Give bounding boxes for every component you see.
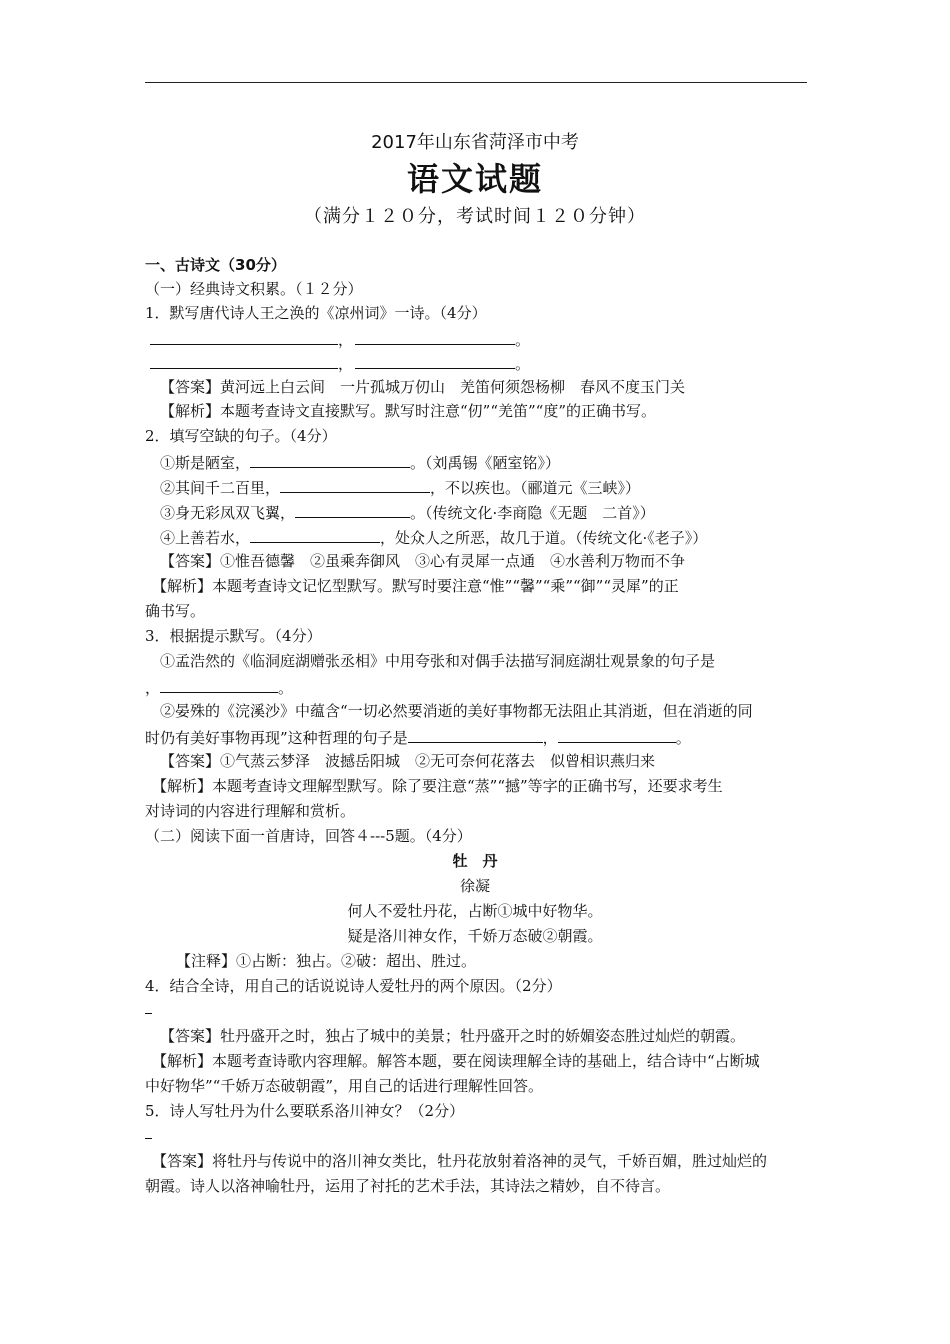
q4-analysis-line-2: 中好物华”“千娇万态破朝霞”，用自己的话进行理解性回答。	[145, 1077, 544, 1095]
poem-note: 【注释】①占断：独占。②破：超出、胜过。	[176, 952, 477, 970]
q2-analysis-line-2: 确书写。	[145, 602, 206, 620]
q2-item-2: ②其间千二百里， ，不以疾也。（郦道元《三峡》）	[160, 476, 640, 498]
question-3: 3．根据提示默写。（4分）	[145, 627, 322, 645]
question-5: 5．诗人写牡丹为什么要联系洛川神女？（2分）	[145, 1102, 465, 1120]
exam-title: 2017年山东省菏泽市中考	[371, 132, 579, 153]
poem-title: 牡 丹	[452, 852, 498, 870]
q3-item-2-line-2: 时仍有美好事物再现”这种哲理的句子是 ， 。	[145, 726, 691, 748]
subject-title: 语文试题	[406, 160, 543, 198]
q5-answer-line-2: 朝霞。诗人以洛神喻牡丹，运用了衬托的艺术手法，其诗法之精妙，自不待言。	[145, 1177, 671, 1195]
poem-line-1: 何人不爱牡丹花，占断①城中好物华。	[347, 902, 603, 920]
q1-blank-row-2: ， 。	[150, 352, 530, 374]
subsection-2-heading: （二）阅读下面一首唐诗，回答４---5题。（4分）	[145, 827, 472, 845]
exam-info: （满分１２０分，考试时间１２０分钟）	[304, 206, 646, 227]
answer-line-mark	[145, 1013, 152, 1014]
section-heading: 一、古诗文（30分）	[145, 256, 286, 274]
blank-line	[558, 726, 676, 743]
header-rule	[145, 82, 807, 83]
blank-line	[150, 328, 338, 345]
q3-item-1: ①孟浩然的《临洞庭湖赠张丞相》中用夸张和对偶手法描写洞庭湖壮观景象的句子是	[160, 652, 716, 670]
q2-item-1: ①斯是陋室， 。（刘禹锡《陋室铭》）	[160, 451, 560, 473]
question-1: 1．默写唐代诗人王之涣的《凉州词》一诗。（4分）	[145, 304, 487, 322]
q4-answer: 【答案】牡丹盛开之时，独占了城中的美景；牡丹盛开之时的娇媚姿态胜过灿烂的朝霞。	[160, 1027, 746, 1045]
blank-line	[160, 676, 278, 693]
question-4: 4．结合全诗，用自己的话说说诗人爱牡丹的两个原因。（2分）	[145, 977, 562, 995]
q1-analysis: 【解析】本题考查诗文直接默写。默写时注意“仞”“羌笛”“度”的正确书写。	[160, 402, 657, 420]
question-2: 2．填写空缺的句子。（4分）	[145, 427, 337, 445]
answer-line-mark	[145, 1138, 152, 1139]
q1-answer: 【答案】黄河远上白云间 一片孤城万仞山 羌笛何须怨杨柳 春风不度玉门关	[160, 378, 686, 396]
q2-analysis-line-1: 【解析】本题考查诗文记忆型默写。默写时要注意“惟”“馨”“乘”“御”“灵犀”的正	[152, 577, 679, 595]
q3-answer: 【答案】①气蒸云梦泽 波撼岳阳城 ②无可奈何花落去 似曾相识燕归来	[160, 752, 656, 770]
q3-analysis-line-1: 【解析】本题考查诗文理解型默写。除了要注意“蒸”“撼”等字的正确书写，还要求考生	[152, 777, 723, 795]
poem-line-2: 疑是洛川神女作，千娇万态破②朝霞。	[347, 927, 603, 945]
q2-item-4: ④上善若水， ，处众人之所恶，故几于道。（传统文化·《老子》）	[160, 526, 707, 548]
q3-analysis-line-2: 对诗词的内容进行理解和赏析。	[145, 802, 356, 820]
q2-answer: 【答案】①惟吾德馨 ②虽乘奔御风 ③心有灵犀一点通 ④水善利万物而不争	[160, 552, 686, 570]
subsection-heading: （一）经典诗文积累。（１２分）	[145, 280, 363, 298]
blank-line	[250, 451, 410, 468]
blank-line	[355, 328, 515, 345]
blank-line	[295, 501, 410, 518]
q2-item-3: ③身无彩凤双飞翼， 。（传统文化·李商隐《无题 二首》）	[160, 501, 655, 523]
blank-line	[355, 352, 515, 369]
blank-line	[250, 526, 380, 543]
blank-line	[150, 352, 338, 369]
q5-answer-line-1: 【答案】将牡丹与传说中的洛川神女类比，牡丹花放射着洛神的灵气，千娇百媚，胜过灿烂的	[152, 1152, 768, 1170]
q3-item-2-line-1: ②晏殊的《浣溪沙》中蕴含“一切必然要消逝的美好事物都无法阻止其消逝，但在消逝的同	[160, 702, 753, 720]
blank-line	[280, 476, 430, 493]
q4-analysis-line-1: 【解析】本题考查诗歌内容理解。解答本题，要在阅读理解全诗的基础上，结合诗中“占断城	[152, 1052, 760, 1070]
blank-line	[408, 726, 543, 743]
q3-item-1-end: ， 。	[145, 676, 293, 698]
q1-blank-row-1: ， 。	[150, 328, 530, 350]
poem-author: 徐凝	[459, 877, 490, 895]
